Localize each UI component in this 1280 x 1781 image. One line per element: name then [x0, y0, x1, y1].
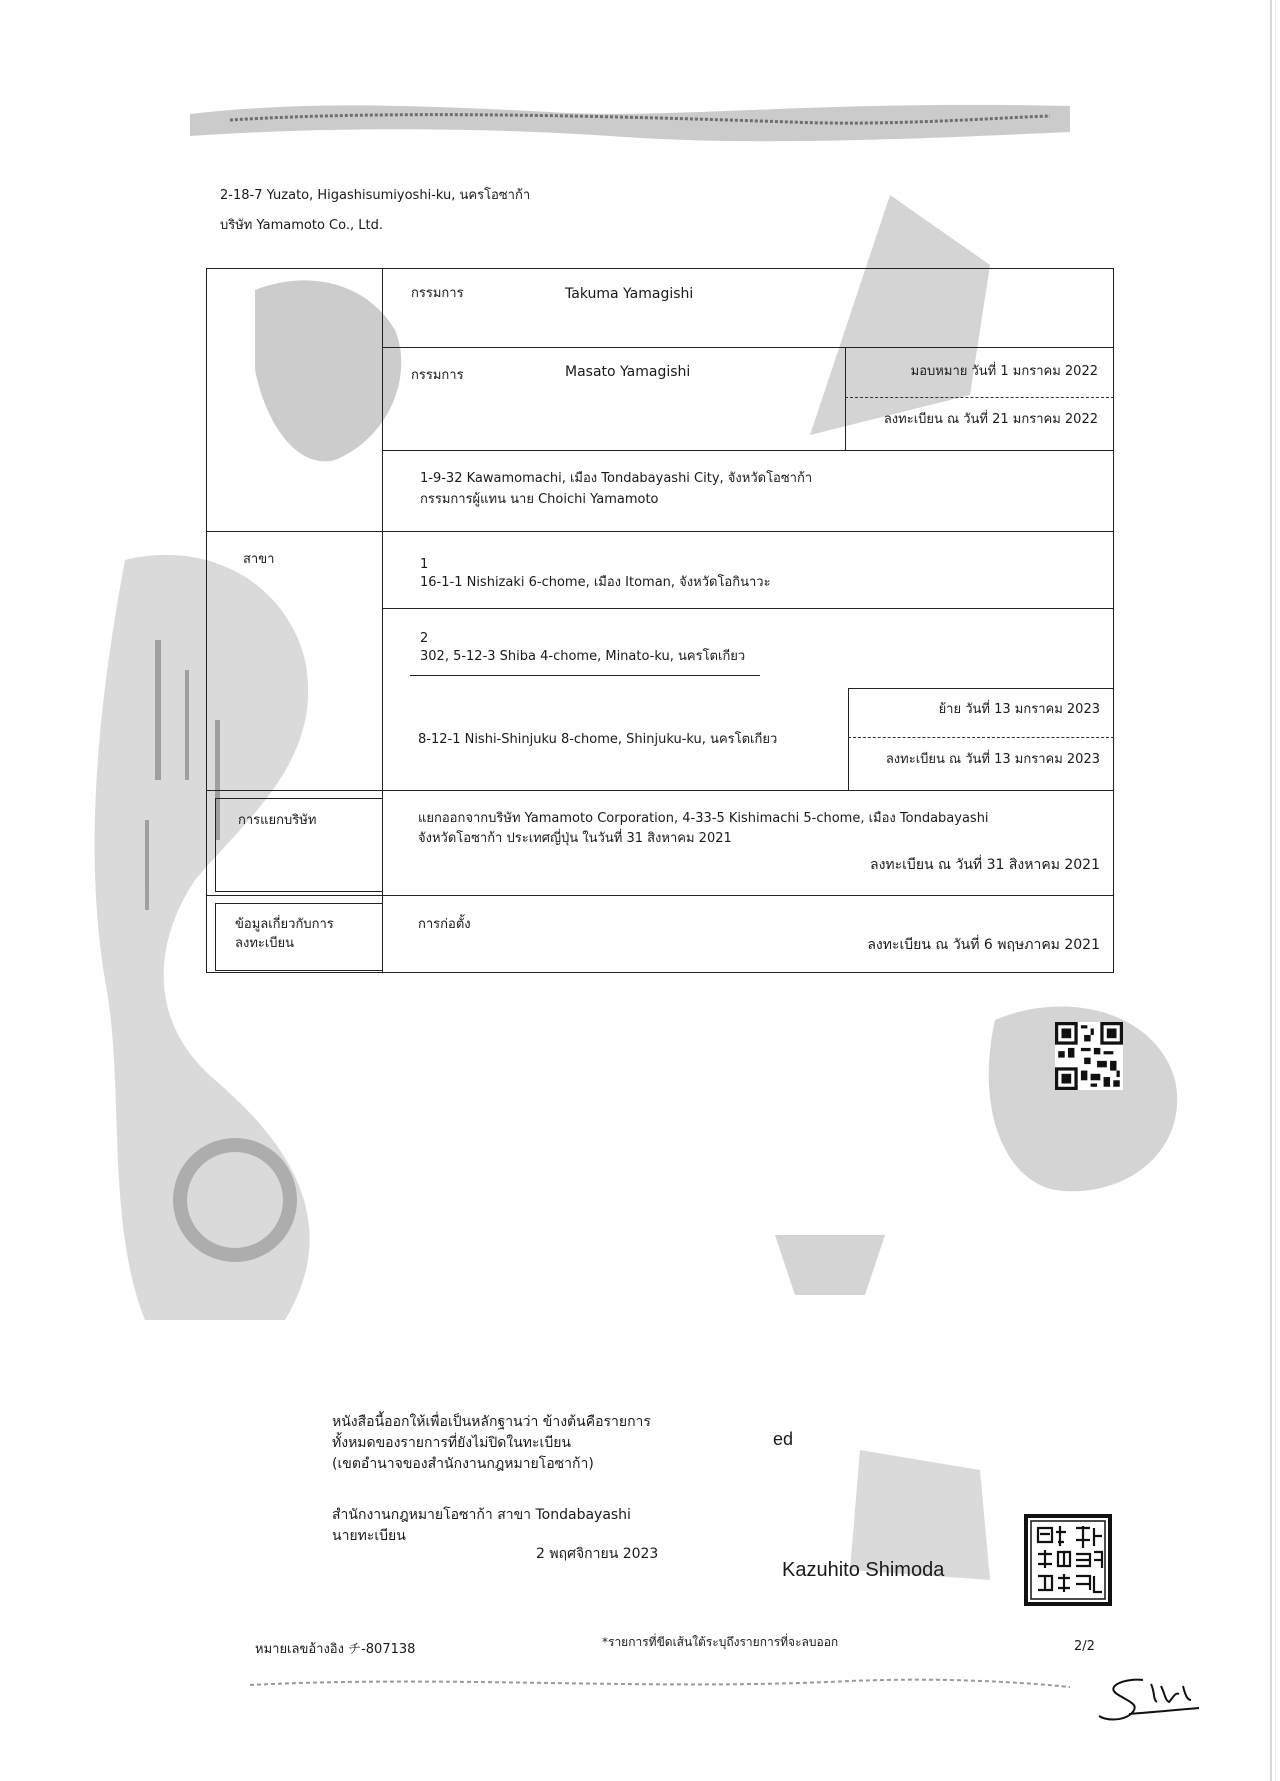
- registrar-name: Kazuhito Shimoda: [782, 1559, 945, 1581]
- branch-1-number: 1: [420, 557, 429, 572]
- company-name: บริษัท Yamamoto Co., Ltd.: [220, 218, 383, 233]
- certification-line3: (เขตอำนาจของสำนักงานกฎหมายโอซาก้า): [332, 1456, 594, 1472]
- branch-2-old-address: 302, 5-12-3 Shiba 4-chome, Minato-ku, นครโตเกียว: [420, 649, 746, 664]
- section-divider: [206, 790, 1114, 791]
- branch-2-moved-date: ย้าย วันที่ 13 มกราคม 2023: [938, 702, 1100, 717]
- officer-2-name: Masato Yamagishi: [565, 364, 691, 380]
- split-registered-date: ลงทะเบียน ณ วันที่ 31 สิงหาคม 2021: [869, 857, 1100, 873]
- certification-line2: ทั้งหมดของรายการที่ยังไม่ปิดในทะเบียน: [332, 1435, 571, 1451]
- registration-registered-date: ลงทะเบียน ณ วันที่ 6 พฤษภาคม 2021: [867, 937, 1100, 953]
- split-description-line2: จังหวัดโอซาก้า ประเทศญี่ปุ่น ในวันที่ 31 สิงหาคม 2021: [418, 831, 732, 846]
- registration-event: การก่อตั้ง: [418, 917, 471, 932]
- company-address: 2-18-7 Yuzato, Higashisumiyoshi-ku, นครโอซาก้า: [220, 188, 531, 203]
- page-edge: [1275, 0, 1276, 1781]
- split-label: การแยกบริษัท: [238, 813, 317, 828]
- officer-1-name: Takuma Yamagishi: [565, 286, 694, 302]
- representative-address: 1-9-32 Kawamomachi, เมือง Tondabayashi City, จังหวัดโอซาก้า: [420, 471, 813, 486]
- security-pattern-footer: [250, 1665, 1070, 1705]
- date-cell-divider: [848, 688, 849, 790]
- page-edge: [1270, 0, 1272, 1781]
- deletion-underline: [410, 675, 760, 676]
- branches-label: สาขา: [243, 552, 275, 567]
- section-divider: [206, 531, 1114, 532]
- branch-1-address: 16-1-1 Nishizaki 6-chome, เมือง Itoman, จังหวัดโอกินาวะ: [420, 575, 771, 590]
- date-cell-top: [848, 688, 1114, 689]
- officer-2-appointed-date: มอบหมาย วันที่ 1 มกราคม 2022: [910, 364, 1098, 379]
- registry-office: สำนักงานกฎหมายโอซาก้า สาขา Tondabayashi: [332, 1507, 631, 1523]
- deletion-note: *รายการที่ขีดเส้นใต้ระบุถึงรายการที่จะลบออก: [602, 1635, 839, 1649]
- representative-title: กรรมการผู้แทน นาย Choichi Yamamoto: [420, 492, 659, 507]
- branch-2-number: 2: [420, 631, 429, 646]
- date-cell-divider: [845, 347, 846, 450]
- section-divider: [206, 895, 1114, 896]
- certification-line1: หนังสือนี้ออกให้เพื่อเป็นหลักฐานว่า ข้างต้นคือรายการ: [332, 1414, 651, 1430]
- row-divider: [382, 450, 1114, 451]
- officer-2-registered-date: ลงทะเบียน ณ วันที่ 21 มกราคม 2022: [883, 412, 1098, 427]
- row-divider: [382, 347, 1114, 348]
- issue-date: 2 พฤศจิกายน 2023: [536, 1546, 659, 1562]
- official-seal-stamp: [1024, 1514, 1112, 1606]
- date-divider: [845, 397, 1114, 398]
- branch-2-new-address: 8-12-1 Nishi-Shinjuku 8-chome, Shinjuku-ku, นครโตเกียว: [418, 732, 778, 747]
- handwritten-signature: [1095, 1672, 1205, 1732]
- row-divider: [382, 608, 1114, 609]
- date-divider: [848, 737, 1114, 738]
- registrar-title: นายทะเบียน: [332, 1528, 406, 1544]
- split-description-line1: แยกออกจากบริษัท Yamamoto Corporation, 4-33-5 Kishimachi 5-chome, เมือง Tondabayashi: [418, 811, 989, 826]
- registration-label-line1: ข้อมูลเกี่ยวกับการ: [235, 917, 334, 932]
- qr-code: [1055, 1022, 1123, 1090]
- reference-number: หมายเลขอ้างอิง チ-807138: [255, 1642, 416, 1657]
- page-number: 2/2: [1074, 1639, 1095, 1654]
- officer-2-role: กรรมการ: [411, 368, 464, 383]
- branch-2-registered-date: ลงทะเบียน ณ วันที่ 13 มกราคม 2023: [885, 752, 1100, 767]
- security-pattern-bottom: [765, 1225, 895, 1305]
- certification-mark: ed: [773, 1429, 794, 1449]
- registration-label-line2: ลงทะเบียน: [235, 936, 295, 951]
- security-pattern-top: [190, 96, 1070, 146]
- officer-1-role: กรรมการ: [411, 286, 464, 301]
